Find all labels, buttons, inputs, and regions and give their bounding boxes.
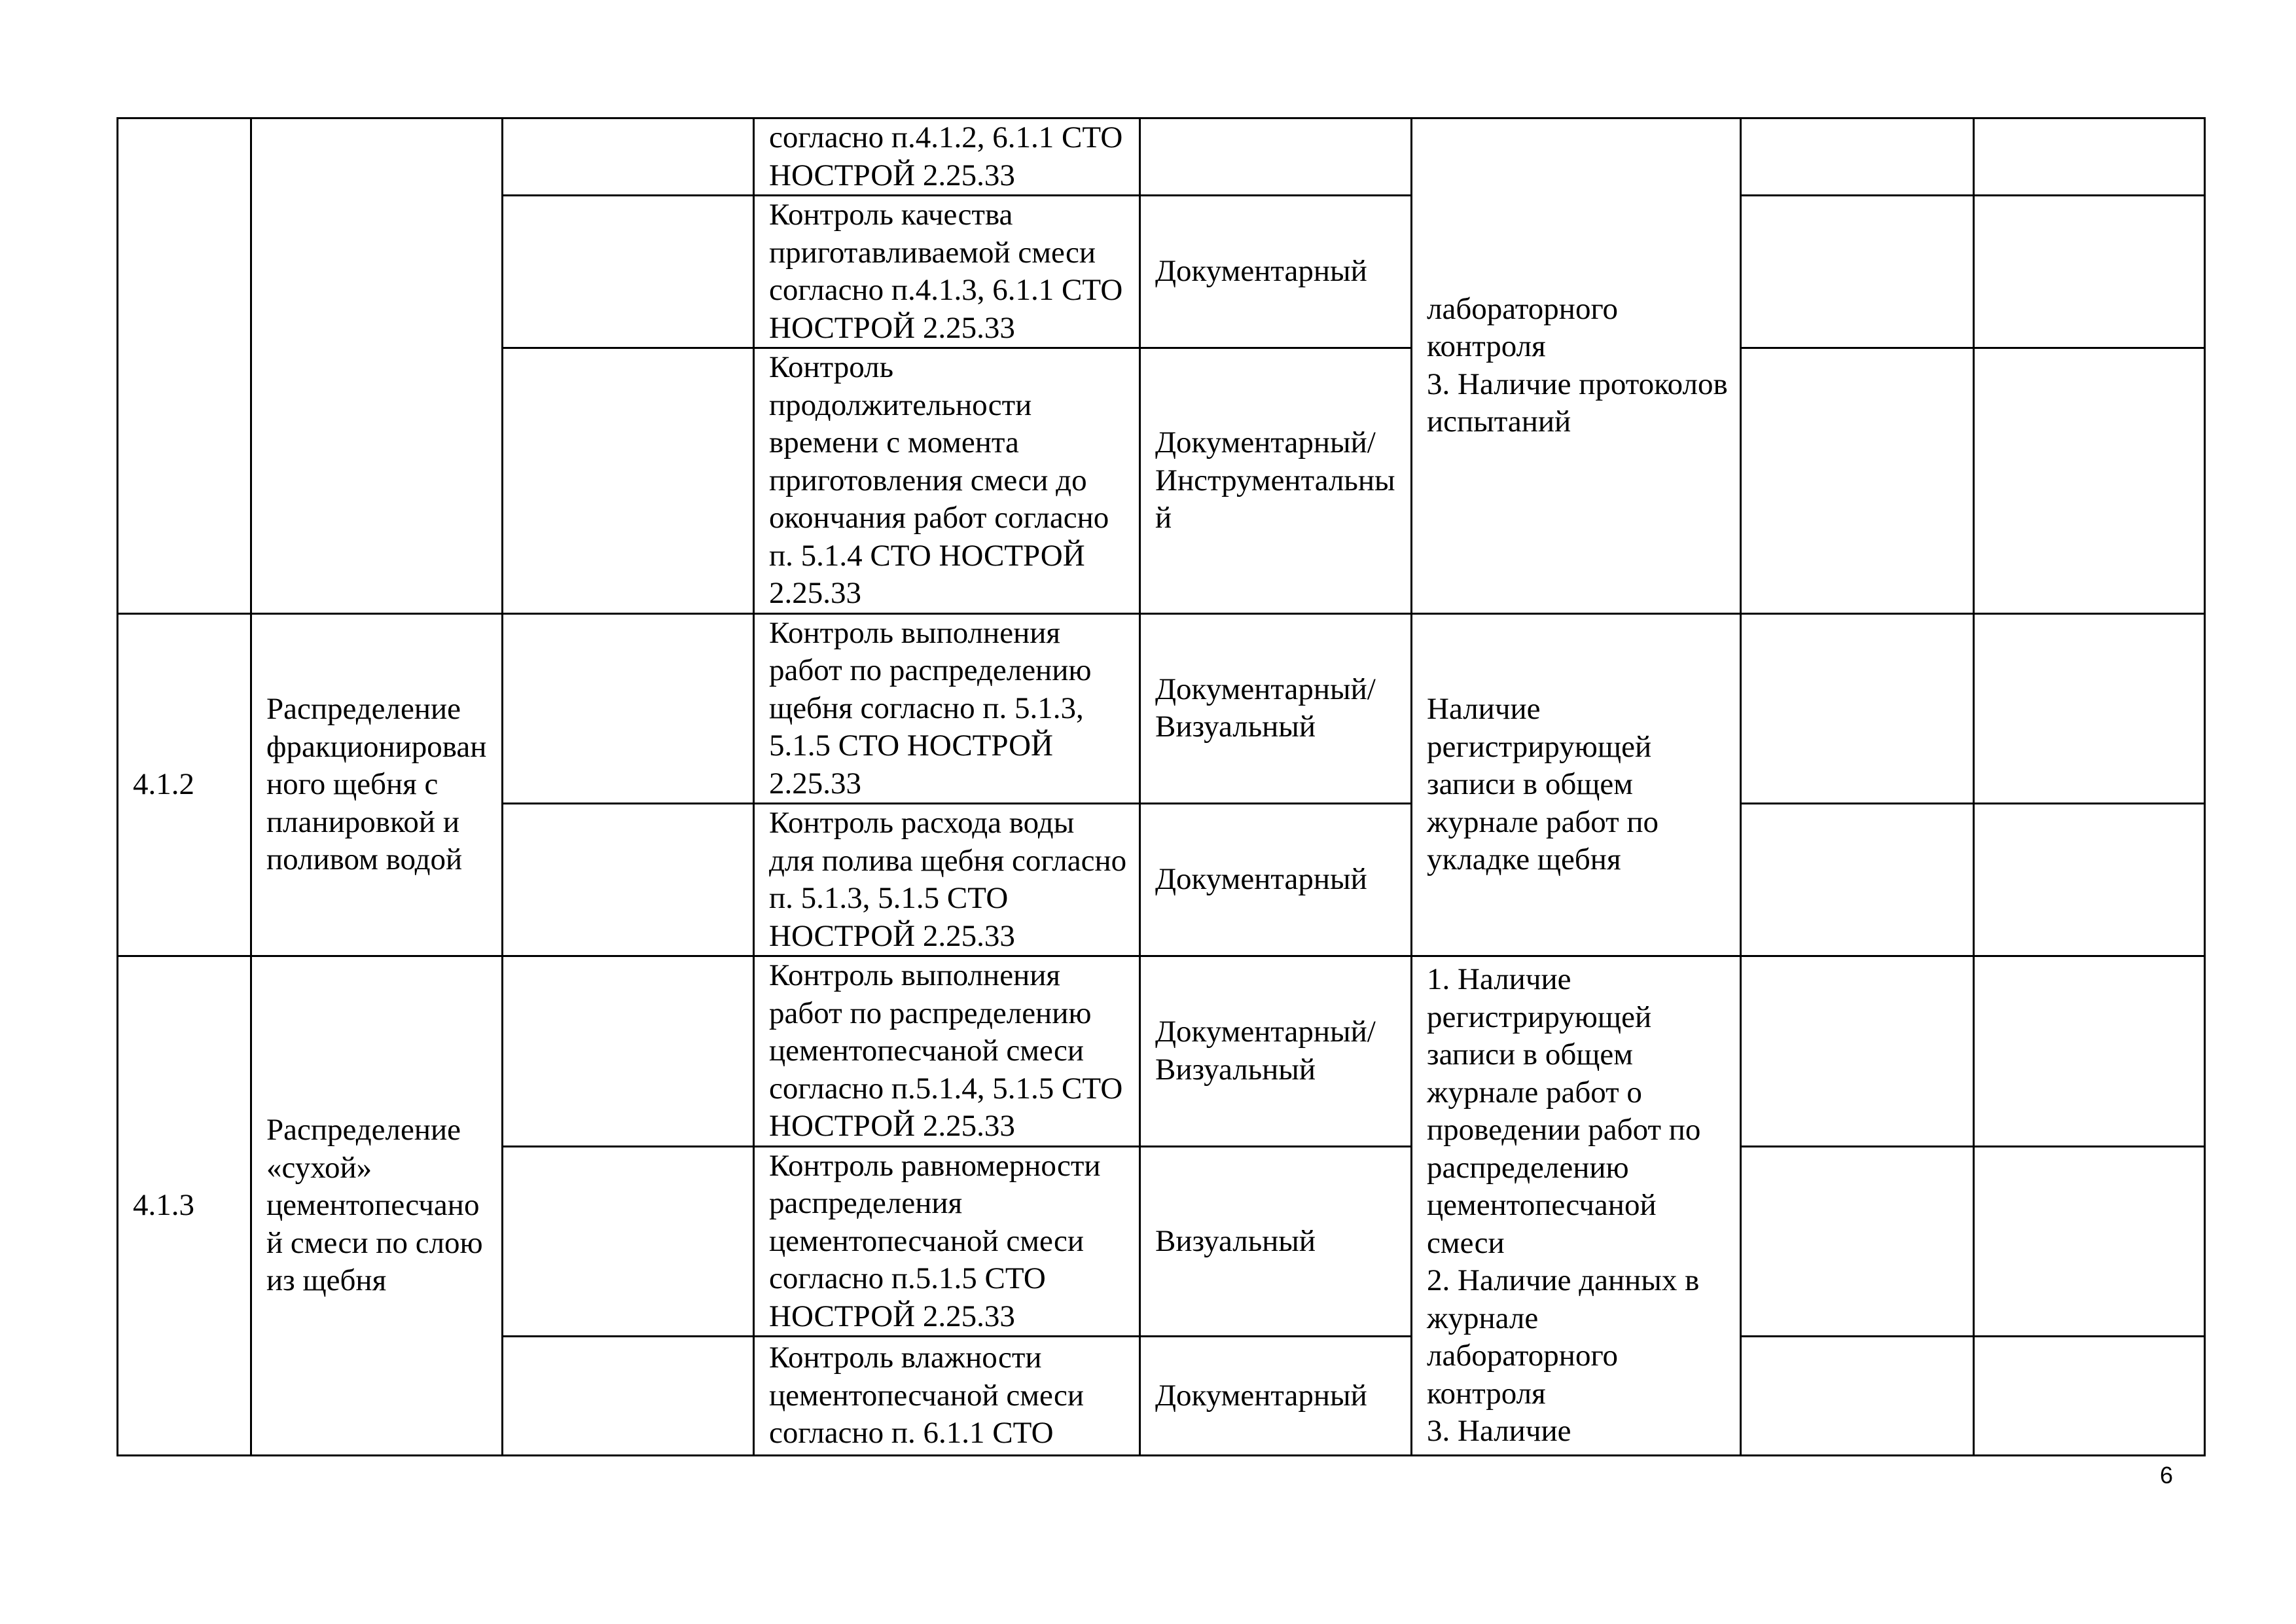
control-method-cell — [1140, 118, 1412, 196]
section-number-cell: 4.1.2 — [118, 613, 251, 956]
operation-cell — [251, 118, 503, 614]
empty-cell — [1974, 613, 2205, 804]
control-subject-cell: Контроль равномерности распределения цементопесчаной смеси согласно п.5.1.5 СТО НОСТРОЙ 2.25.33 — [754, 1146, 1140, 1337]
empty-cell — [503, 196, 754, 348]
control-subject-cell: Контроль качества приготавливаемой смеси согласно п.4.1.3, 6.1.1 СТО НОСТРОЙ 2.25.33 — [754, 196, 1140, 348]
control-result-cell: Наличие регистрирующей записи в общем журнале работ по укладке щебня — [1412, 613, 1741, 956]
control-subject-cell: согласно п.4.1.2, 6.1.1 СТО НОСТРОЙ 2.25.33 — [754, 118, 1140, 196]
empty-cell — [1741, 613, 1974, 804]
empty-cell — [503, 1337, 754, 1456]
table-row — [118, 613, 2205, 804]
section-number-cell — [118, 118, 251, 614]
empty-cell — [1741, 956, 1974, 1147]
empty-cell — [1974, 956, 2205, 1147]
empty-cell — [1974, 348, 2205, 614]
quality-control-table — [117, 117, 2206, 1456]
control-result-cell: лабораторного контроля 3. Наличие протоколов испытаний — [1412, 118, 1741, 614]
empty-cell — [503, 1146, 754, 1337]
empty-cell — [503, 348, 754, 614]
page-number: 6 — [2159, 1462, 2173, 1489]
control-method-cell: Документарный/ Визуальный — [1140, 613, 1412, 804]
empty-cell — [1741, 118, 1974, 196]
empty-cell — [503, 613, 754, 804]
empty-cell — [1741, 1337, 1974, 1456]
section-number-cell: 4.1.3 — [118, 956, 251, 1456]
control-subject-cell: Контроль выполнения работ по распределению щебня согласно п. 5.1.3, 5.1.5 СТО НОСТРОЙ 2.25.33 — [754, 613, 1140, 804]
control-method-cell: Документарный — [1140, 196, 1412, 348]
control-method-cell: Документарный — [1140, 1337, 1412, 1456]
empty-cell — [1974, 1337, 2205, 1456]
operation-cell: Распределение «сухой» цементопесчаной смеси по слою из щебня — [251, 956, 503, 1456]
empty-cell — [1974, 804, 2205, 956]
empty-cell — [1741, 348, 1974, 614]
empty-cell — [1741, 804, 1974, 956]
table-row — [118, 956, 2205, 1147]
empty-cell — [1974, 1146, 2205, 1337]
control-subject-cell: Контроль влажности цементопесчаной смеси согласно п. 6.1.1 СТО — [754, 1337, 1140, 1456]
empty-cell — [1974, 196, 2205, 348]
empty-cell — [1741, 1146, 1974, 1337]
empty-cell — [503, 118, 754, 196]
operation-cell: Распределение фракционированного щебня с планировкой и поливом водой — [251, 613, 503, 956]
control-method-cell: Документарный/ Инструментальный — [1140, 348, 1412, 614]
control-method-cell: Документарный — [1140, 804, 1412, 956]
control-subject-cell: Контроль выполнения работ по распределению цементопесчаной смеси согласно п.5.1.4, 5.1.5 СТО НОСТРОЙ 2.25.33 — [754, 956, 1140, 1147]
control-subject-cell: Контроль продолжительности времени с момента приготовления смеси до окончания работ согласно п. 5.1.4 СТО НОСТРОЙ 2.25.33 — [754, 348, 1140, 614]
empty-cell — [503, 956, 754, 1147]
table-row — [118, 118, 2205, 196]
empty-cell — [1741, 196, 1974, 348]
control-result-cell: 1. Наличие регистрирующей записи в общем журнале работ о проведении работ по распределению цементопесчаной смеси 2. Наличие данных в журнале лабораторного контроля 3. Наличие — [1412, 956, 1741, 1456]
control-subject-cell: Контроль расхода воды для полива щебня согласно п. 5.1.3, 5.1.5 СТО НОСТРОЙ 2.25.33 — [754, 804, 1140, 956]
control-method-cell: Визуальный — [1140, 1146, 1412, 1337]
empty-cell — [1974, 118, 2205, 196]
control-method-cell: Документарный/ Визуальный — [1140, 956, 1412, 1147]
empty-cell — [503, 804, 754, 956]
